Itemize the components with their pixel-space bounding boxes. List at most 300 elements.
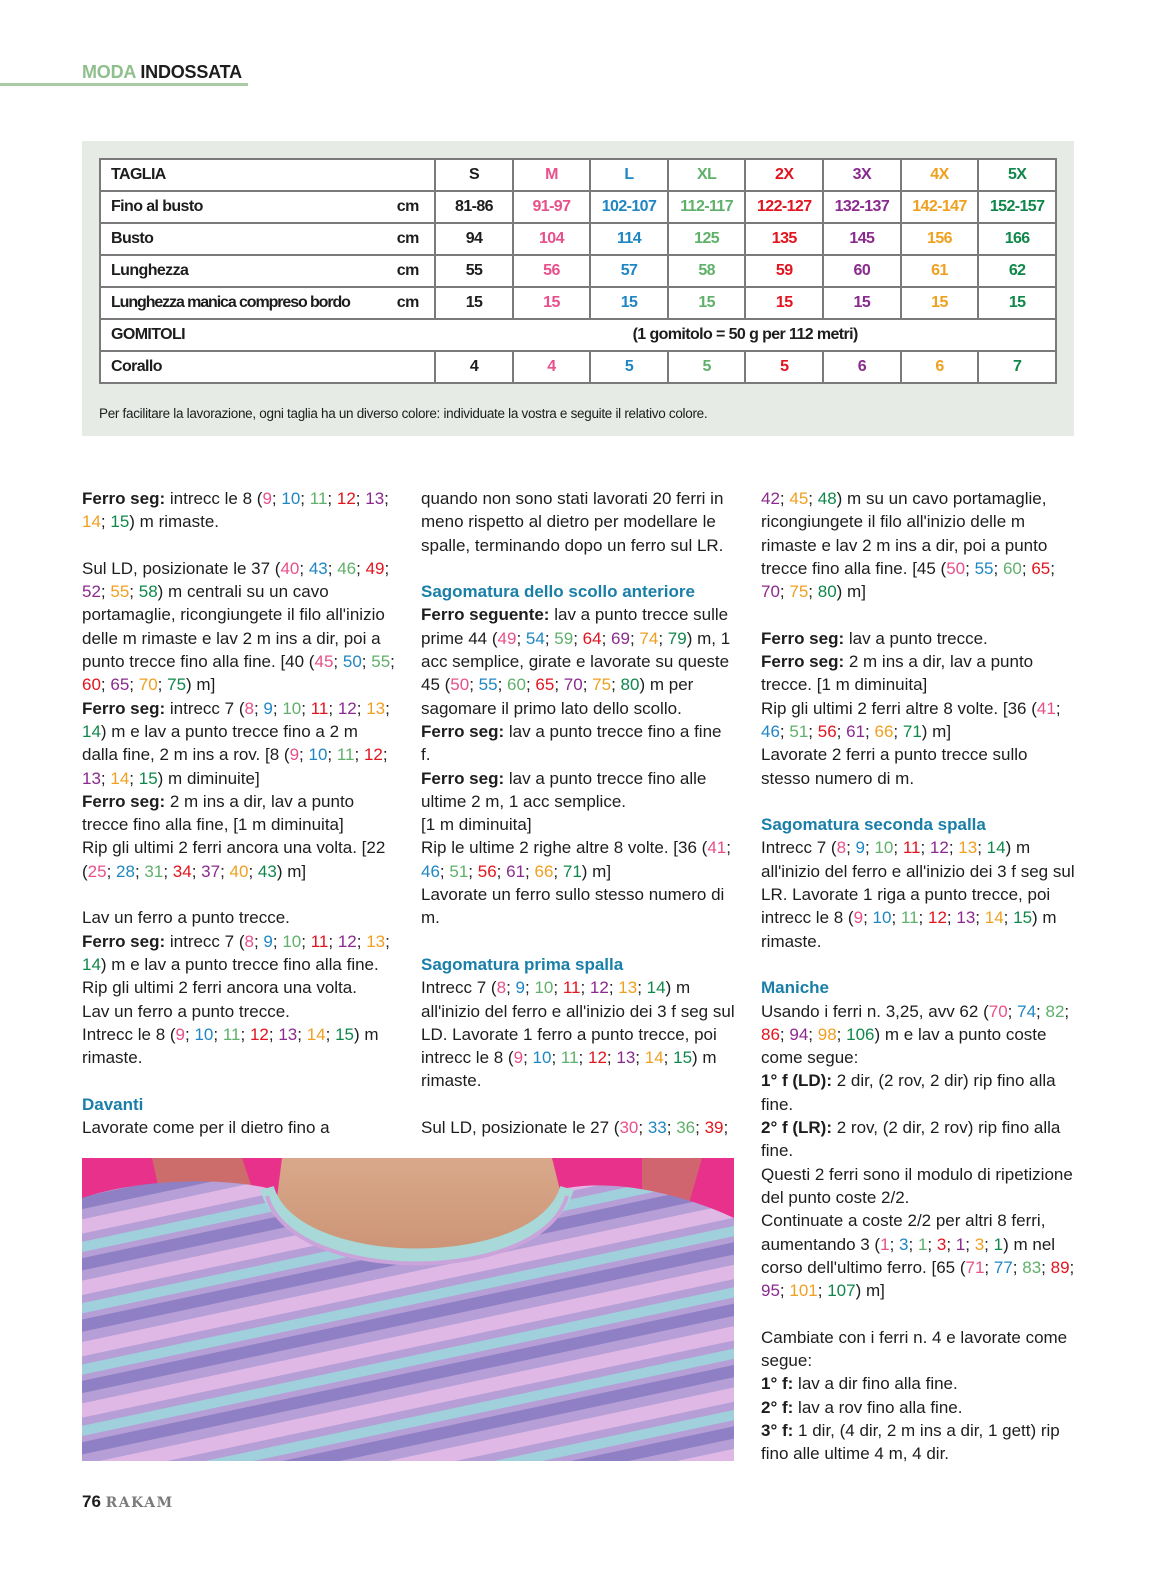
text-run: ;: [220, 861, 230, 881]
size-value: 61: [506, 861, 526, 881]
cell: 91-97: [513, 191, 590, 223]
text-run: ;: [1055, 698, 1061, 718]
size-value: 77: [993, 1257, 1013, 1277]
size-value: 10: [874, 838, 894, 858]
text-run: ;: [918, 908, 928, 928]
text-run: ;: [328, 931, 338, 951]
size-value: 14: [82, 512, 101, 532]
text-run: ;: [891, 908, 901, 928]
instruction-label: Ferro seg:: [82, 931, 166, 951]
size-value: 13: [366, 931, 386, 951]
size-value: 94: [789, 1024, 809, 1044]
size-value: 10: [308, 745, 328, 765]
header-title-text: INDOSSATA: [140, 62, 242, 82]
text-run: lav a punto trecce sulle prime 44 (: [421, 605, 729, 648]
text-run: ;: [248, 861, 258, 881]
text-run: ;: [836, 721, 847, 741]
text-run: 2 m ins a dir, lav a punto trecce. [1 m diminuita]: [761, 652, 1034, 695]
size-value: 12: [336, 489, 356, 508]
paragraph-gap: [82, 883, 396, 906]
size-value: 11: [310, 698, 329, 718]
cell: 15: [823, 287, 901, 319]
size-value: 25: [87, 861, 107, 881]
size-value: 11: [902, 838, 921, 858]
text-run: ;: [779, 721, 790, 741]
text-run: ;: [271, 489, 282, 508]
text-run: ;: [468, 861, 478, 881]
text-run: ) m rimaste.: [129, 512, 220, 532]
cell: 4: [513, 351, 590, 383]
text-run: ;: [580, 978, 590, 998]
size-value: 28: [116, 861, 135, 881]
size-value: 14: [110, 768, 130, 788]
size-value: 51: [789, 721, 809, 741]
text-run: ;: [893, 721, 903, 741]
cell: 6: [901, 351, 979, 383]
size-value: 14: [986, 838, 1006, 858]
cell: 57: [590, 255, 668, 287]
cell: 81-86: [435, 191, 512, 223]
text-column-2: [421, 487, 735, 1139]
text-run: ;: [185, 1024, 195, 1044]
size-value: 11: [562, 978, 581, 998]
cell: 15: [513, 287, 590, 319]
cell: 132-137: [823, 191, 901, 223]
text-run: Lav un ferro a punto trecce.: [82, 908, 290, 928]
section-header: [0, 62, 248, 88]
instruction-paragraph: [421, 487, 735, 557]
text-run: ;: [157, 675, 168, 695]
size-value: 41: [1036, 698, 1056, 718]
instruction-paragraph: [761, 1116, 1075, 1163]
text-run: ;: [497, 675, 508, 695]
paragraph-gap: [761, 1302, 1075, 1325]
text-run: ;: [272, 698, 283, 718]
size-value: 56: [477, 861, 497, 881]
text-run: ;: [553, 861, 563, 881]
size-value: 1: [955, 1234, 966, 1254]
size-value: 70: [563, 675, 583, 695]
size-value: 50: [946, 558, 966, 578]
paragraph-gap: [761, 953, 1075, 976]
size-value: 58: [138, 582, 158, 602]
instruction-paragraph: [82, 906, 396, 929]
text-run: Intrecc 7 (: [421, 978, 497, 998]
text-run: Intrecc le 8 (: [82, 1024, 176, 1044]
text-run: ) m]: [855, 1281, 885, 1301]
text-run: ;: [582, 675, 593, 695]
text-run: ;: [836, 1024, 847, 1044]
text-run: ;: [328, 698, 338, 718]
size-value: 55: [110, 582, 130, 602]
text-run: ;: [129, 768, 139, 788]
size-value: 12: [588, 1048, 607, 1068]
text-run: ;: [361, 652, 372, 672]
text-run: Intrecc 7 (: [761, 838, 837, 858]
text-run: ;: [382, 745, 388, 765]
cell: 56: [513, 255, 590, 287]
text-run: ) m diminuite]: [157, 768, 260, 788]
cell: 94: [435, 223, 512, 255]
text-run: ;: [356, 698, 367, 718]
size-value: 10: [534, 978, 554, 998]
text-run: ;: [975, 908, 985, 928]
magazine-brand: RAKAM: [105, 1495, 174, 1511]
text-run: 2 rov, (2 dir, 2 rov) rip fino alla fine.: [761, 1118, 1061, 1161]
sweater-illustration: [82, 1158, 734, 1461]
size-value: 65: [1031, 558, 1051, 578]
size-value: 75: [167, 675, 187, 695]
paragraph-gap: [761, 790, 1075, 813]
text-run: ;: [384, 558, 390, 578]
text-run: ;: [240, 1024, 250, 1044]
instruction-label: 3° f:: [761, 1420, 794, 1440]
cell: 15: [745, 287, 823, 319]
size-value: 107: [827, 1281, 856, 1301]
text-run: ;: [601, 628, 612, 648]
instruction-paragraph: [82, 1023, 396, 1070]
text-run: ;: [213, 1024, 223, 1044]
text-run: ) m all'inizio del ferro e all'inizio dei 3 f seg sul LR. Lavorate 1 riga a punto trecce, poi intrecc le 8 (: [761, 838, 1075, 928]
text-run: ;: [808, 721, 818, 741]
text-run: 2 m ins a dir, lav a punto trecce fino alla fine, [1 m diminuita]: [82, 791, 355, 835]
text-run: Usando i ferri n. 3,25, avv 62 (: [761, 1001, 989, 1021]
text-run: ;: [469, 675, 479, 695]
instruction-paragraph: [421, 1116, 735, 1139]
size-value: 40: [280, 558, 300, 578]
yarn-label: Corallo: [100, 351, 435, 383]
text-run: Lavorate un ferro sullo stesso numero di m.: [421, 885, 725, 928]
text-run: lav a punto trecce fino alle ultime 2 m, 1 acc semplice.: [421, 768, 707, 811]
size-value: 80: [817, 582, 837, 602]
size-value: 9: [853, 908, 864, 928]
text-run: ;: [163, 861, 173, 881]
size-value: 60: [1002, 558, 1022, 578]
size-value: 9: [289, 745, 300, 765]
paragraph-gap: [82, 1069, 396, 1092]
text-run: [1 m diminuita]: [421, 815, 532, 835]
size-table: [99, 158, 1057, 384]
text-run: ) m rimaste.: [761, 908, 1057, 951]
size-table-panel: [82, 141, 1074, 436]
size-value: 12: [928, 908, 947, 928]
text-run: ;: [808, 1024, 818, 1044]
text-run: Cambiate con i ferri n. 4 e lavorate come segue:: [761, 1327, 1068, 1370]
instruction-paragraph: [421, 883, 735, 930]
size-value: 3: [936, 1234, 947, 1254]
size-value: 11: [222, 1024, 241, 1044]
size-value: 70: [138, 675, 158, 695]
text-run: ;: [638, 1118, 648, 1138]
size-value: 3: [974, 1234, 985, 1254]
size-value: 65: [535, 675, 555, 695]
size-value: 75: [789, 582, 809, 602]
text-run: ;: [524, 978, 535, 998]
size-value: 83: [1022, 1257, 1042, 1277]
text-run: ;: [946, 908, 957, 928]
size-5x: 5X: [978, 159, 1056, 191]
text-run: ;: [100, 675, 111, 695]
instruction-label: 2° f (LR):: [761, 1118, 833, 1138]
text-run: ;: [1050, 558, 1055, 578]
size-value: 75: [592, 675, 612, 695]
instruction-paragraph: [761, 1372, 1075, 1395]
text-run: ) m centrali su un cavo portamaglie, ricongiungete il filo all'inizio delle m rimaste e lav 2 m ins a dir, poi a punto trecce fino alla fine. [40 (: [82, 582, 385, 672]
size-value: 55: [478, 675, 498, 695]
instruction-label: Ferro seg:: [421, 721, 505, 741]
size-header-label: TAGLIA: [100, 159, 435, 191]
text-run: ;: [663, 1048, 674, 1068]
size-value: 69: [611, 628, 630, 648]
text-run: ;: [864, 838, 875, 858]
text-run: ;: [779, 489, 790, 508]
text-run: Rip le ultime 2 righe altre 8 volte. [36 (: [421, 838, 708, 858]
text-run: ;: [948, 838, 959, 858]
size-value: 15: [335, 1024, 354, 1044]
size-value: 9: [855, 838, 865, 858]
size-value: 46: [421, 861, 440, 881]
text-run: ;: [333, 652, 343, 672]
instruction-paragraph: [82, 836, 396, 883]
instruction-paragraph: [761, 836, 1075, 952]
text-run: ;: [1007, 1001, 1018, 1021]
text-run: ;: [506, 978, 516, 998]
instruction-paragraph: [761, 1396, 1075, 1419]
size-value: 15: [138, 768, 158, 788]
cell: 58: [668, 255, 746, 287]
text-column-3: [761, 487, 1075, 1465]
text-run: ;: [908, 1234, 918, 1254]
text-run: ;: [993, 558, 1003, 578]
size-value: 15: [673, 1048, 693, 1068]
size-value: 43: [257, 861, 277, 881]
text-run: intrecc 7 (: [165, 698, 245, 718]
text-run: ;: [946, 1234, 956, 1254]
text-run: ;: [129, 675, 139, 695]
instruction-label: 1° f:: [761, 1374, 794, 1394]
text-run: 2 dir, (2 rov, 2 dir) rip fino alla fine.: [761, 1071, 1056, 1114]
text-run: ;: [608, 978, 619, 998]
page-footer: [82, 1492, 174, 1512]
size-value: 10: [872, 908, 892, 928]
text-run: ;: [327, 489, 337, 508]
text-run: ;: [611, 675, 621, 695]
size-value: 66: [874, 721, 894, 741]
instruction-paragraph: [761, 650, 1075, 697]
size-value: 48: [817, 489, 837, 508]
text-run: ;: [525, 861, 535, 881]
size-value: 10: [532, 1048, 552, 1068]
instruction-paragraph: [421, 813, 735, 836]
size-value: 12: [589, 978, 609, 998]
text-run: Rip gli ultimi 2 ferri ancora una volta. [22 (: [82, 838, 386, 881]
size-value: 11: [336, 745, 355, 765]
size-value: 59: [554, 628, 574, 648]
text-run: ) m rimaste.: [421, 1048, 717, 1091]
table-row: [100, 223, 1056, 255]
text-run: ;: [553, 978, 563, 998]
text-run: ;: [301, 698, 311, 718]
size-value: 82: [1045, 1001, 1065, 1021]
instruction-label: 2° f:: [761, 1397, 794, 1417]
text-run: ;: [808, 489, 818, 508]
text-run: ;: [384, 489, 389, 508]
text-run: ;: [1036, 1001, 1046, 1021]
cell: 15: [901, 287, 979, 319]
section-heading: Sagomatura prima spalla: [421, 954, 624, 974]
text-run: ) m nel corso dell'ultimo ferro. [65 (: [761, 1234, 1056, 1277]
cell: 5: [668, 351, 746, 383]
text-run: ;: [385, 698, 390, 718]
size-value: 9: [175, 1024, 186, 1044]
size-value: 1: [993, 1234, 1004, 1254]
table-row: [100, 191, 1056, 223]
text-run: ;: [325, 1024, 336, 1044]
cell: 112-117: [668, 191, 746, 223]
cell: 6: [823, 351, 901, 383]
text-run: ;: [779, 1024, 790, 1044]
size-value: 10: [282, 931, 302, 951]
text-run: ;: [1012, 1257, 1023, 1277]
size-value: 13: [365, 489, 385, 508]
size-value: 11: [310, 931, 329, 951]
text-run: ;: [253, 698, 264, 718]
text-run: lav a dir fino alla fine.: [793, 1374, 958, 1394]
size-value: 8: [496, 978, 507, 998]
size-value: 52: [82, 582, 101, 602]
text-run: lav a punto trecce.: [844, 628, 988, 648]
size-value: 49: [497, 628, 517, 648]
size-value: 60: [82, 675, 101, 695]
size-value: 9: [263, 698, 273, 718]
instruction-label: Ferro seg:: [421, 768, 505, 788]
cell: 59: [745, 255, 823, 287]
paragraph-gap: [421, 930, 735, 953]
text-run: 1 dir, (4 dir, 2 m ins a dir, 1 gett) rip fino alle ultime 4 m, 4 dir.: [761, 1420, 1060, 1464]
size-value: 14: [82, 721, 101, 741]
text-run: Sul LD, posizionate le 27 (: [421, 1118, 620, 1138]
size-value: 10: [194, 1024, 214, 1044]
header-rule: [0, 83, 248, 86]
size-value: 55: [371, 652, 391, 672]
text-run: ;: [327, 558, 338, 578]
size-value: 12: [249, 1024, 269, 1044]
text-run: ;: [977, 838, 987, 858]
text-run: Lav un ferro a punto trecce.: [82, 1001, 290, 1021]
header-section: MODA: [82, 62, 136, 82]
text-run: ) m]: [836, 582, 866, 602]
size-2x: 2X: [745, 159, 823, 191]
text-run: ;: [253, 931, 264, 951]
text-run: ;: [327, 745, 337, 765]
size-value: 8: [244, 698, 254, 718]
text-run: ;: [726, 838, 731, 858]
size-value: 50: [450, 675, 470, 695]
text-run: ;: [635, 1048, 645, 1068]
row-unit: cm: [397, 191, 436, 223]
cell: 62: [978, 255, 1056, 287]
size-value: 61: [846, 721, 866, 741]
text-run: ;: [1064, 1001, 1070, 1021]
text-run: ) m su un cavo portamaglie, ricongiungete il filo all'inizio delle m rimaste e lav 2 m ins a dir, poi a punto trecce fino alla fine. [45 (: [761, 489, 1048, 578]
instruction-paragraph: [82, 1000, 396, 1023]
text-run: lav a punto trecce fino a fine f.: [421, 721, 722, 765]
text-column-1: [82, 487, 396, 1139]
text-run: ;: [658, 628, 668, 648]
text-run: ;: [893, 838, 903, 858]
cell: 125: [668, 223, 746, 255]
text-run: ;: [523, 1048, 533, 1068]
size-value: 13: [82, 768, 101, 788]
yarn-row: [100, 351, 1056, 383]
text-run: ;: [299, 558, 309, 578]
cell: 61: [901, 255, 979, 287]
instruction-label: Ferro seg:: [761, 652, 845, 672]
text-run: ;: [779, 582, 790, 602]
size-value: 31: [144, 861, 164, 881]
size-value: 43: [308, 558, 328, 578]
text-run: ;: [666, 1118, 677, 1138]
size-value: 30: [619, 1118, 639, 1138]
size-value: 40: [229, 861, 249, 881]
size-value: 65: [110, 675, 130, 695]
text-run: ;: [723, 1118, 729, 1138]
cell: 142-147: [901, 191, 979, 223]
size-value: 74: [639, 628, 659, 648]
text-run: ;: [439, 861, 450, 881]
size-m: M: [513, 159, 590, 191]
size-value: 10: [281, 489, 301, 508]
instruction-paragraph: [761, 1069, 1075, 1116]
instruction-paragraph: [421, 720, 735, 767]
size-value: 80: [620, 675, 640, 695]
text-run: ;: [1041, 1257, 1051, 1277]
instruction-label: Ferro seguente:: [421, 605, 550, 625]
text-run: ) m]: [186, 675, 216, 695]
text-run: ;: [356, 931, 367, 951]
size-value: 12: [337, 931, 357, 951]
cell: 102-107: [590, 191, 668, 223]
size-value: 37: [201, 861, 221, 881]
size-value: 9: [515, 978, 525, 998]
size-value: 15: [1013, 908, 1033, 928]
text-run: ;: [808, 582, 818, 602]
text-run: ;: [984, 1257, 994, 1277]
instruction-paragraph: [82, 930, 396, 977]
row-unit: cm: [397, 287, 436, 319]
instruction-paragraph: [82, 790, 396, 837]
instruction-paragraph: [82, 1116, 396, 1139]
text-run: ) m e lav a punto coste come segue:: [761, 1024, 1047, 1068]
text-run: Lavorate come per il dietro fino a: [82, 1118, 330, 1138]
size-3x: 3X: [823, 159, 901, 191]
text-run: ) m rimaste.: [82, 1024, 379, 1068]
text-run: ;: [390, 652, 395, 672]
text-run: ;: [129, 582, 139, 602]
size-value: 11: [560, 1048, 579, 1068]
text-run: ;: [1069, 1257, 1075, 1277]
text-run: quando non sono stati lavorati 20 ferri in meno rispetto al dietro per modellare le spalle, terminando dopo un ferro sul LR.: [421, 489, 724, 555]
size-value: 49: [365, 558, 385, 578]
instruction-label: Ferro seg:: [761, 628, 845, 648]
gomitoli-label: GOMITOLI: [100, 319, 435, 351]
cell: 152-157: [978, 191, 1056, 223]
cell: 15: [978, 287, 1056, 319]
text-run: ;: [965, 1234, 975, 1254]
text-run: Sul LD, posizionate le 37 (: [82, 558, 281, 578]
size-value: 79: [667, 628, 687, 648]
text-run: ;: [578, 1048, 588, 1068]
